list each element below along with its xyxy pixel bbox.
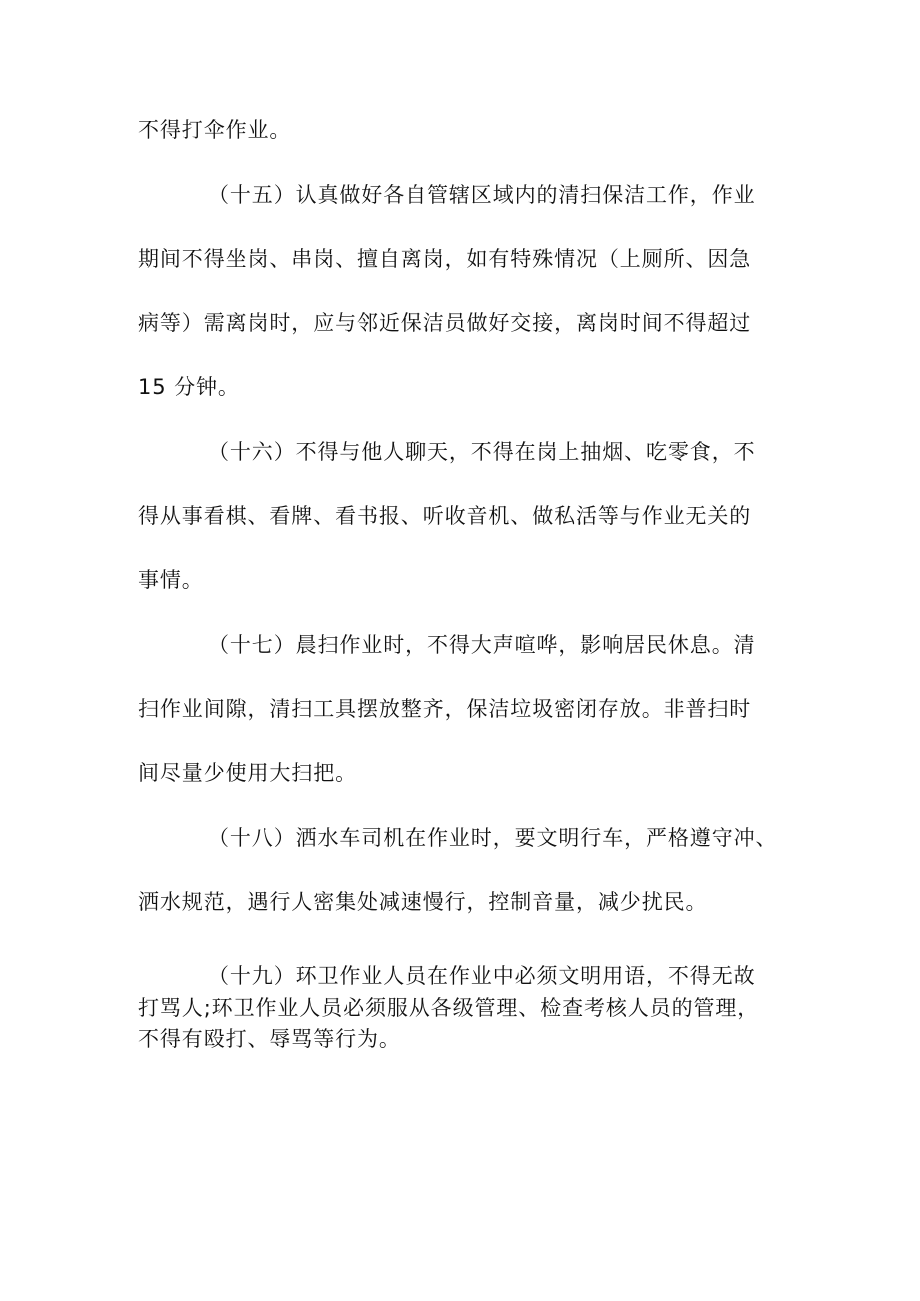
text-line: 事情。 <box>138 568 204 592</box>
paragraph-19-first-line: （十九）环卫作业人员在作业中必须文明用语，不得无故 <box>208 964 756 988</box>
text-line: 期间不得坐岗、串岗、擅自离岗，如有特殊情况（上厕所、因急 <box>138 247 752 271</box>
text-line: 洒水规范，遇行人密集处减速慢行，控制音量，减少扰民。 <box>138 890 708 914</box>
text-line: 15 分钟。 <box>138 375 240 399</box>
text-line: 不得有殴打、辱骂等行为。 <box>138 1027 401 1051</box>
paragraph-15-first-line: （十五）认真做好各自管辖区域内的清扫保洁工作，作业 <box>208 183 756 207</box>
text-line: 打骂人;环卫作业人员必须服从各级管理、检查考核人员的管理， <box>138 996 760 1020</box>
text-line: 不得打伞作业。 <box>138 118 292 142</box>
paragraph-18-first-line: （十八）洒水车司机在作业时，要文明行车，严格遵守冲、 <box>208 826 778 850</box>
text-line: 得从事看棋、看牌、看书报、听收音机、做私活等与作业无关的 <box>138 504 752 528</box>
paragraph-16-first-line: （十六）不得与他人聊天，不得在岗上抽烟、吃零食，不 <box>208 440 756 464</box>
text-line: 间尽量少使用大扫把。 <box>138 761 357 785</box>
text-line: 病等）需离岗时，应与邻近保洁员做好交接，离岗时间不得超过 <box>138 311 752 335</box>
text-line: 扫作业间隙，清扫工具摆放整齐，保洁垃圾密闭存放。非普扫时 <box>138 697 752 721</box>
paragraph-17-first-line: （十七）晨扫作业时，不得大声喧哗，影响居民休息。清 <box>208 633 756 657</box>
